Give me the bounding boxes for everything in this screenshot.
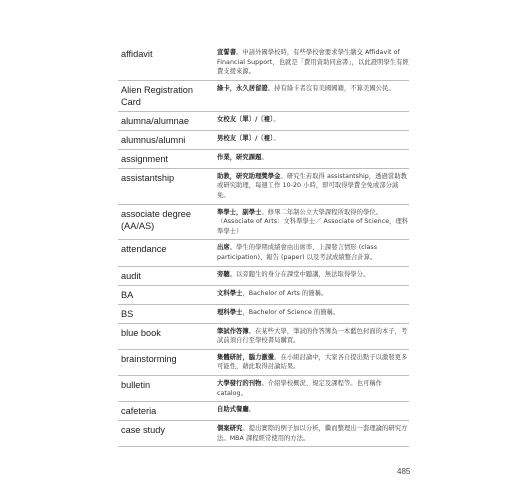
glossary-term: affidavit	[118, 45, 215, 80]
definition-headword: 助教，研究助理獎學金	[217, 172, 281, 180]
glossary-definition	[215, 204, 409, 240]
glossary-term: BS	[118, 304, 215, 323]
glossary-definition	[215, 168, 409, 204]
definition-text: 。在某些大學，筆試的作答簿為一本藍色封面的本子，考試前須自行至學校書局購買。	[217, 327, 408, 345]
definition-text: 。介紹學校概況、規定及課程等。也可稱作 catalog。	[217, 379, 383, 397]
glossary-term: case study	[118, 421, 215, 447]
glossary-term: audit	[118, 266, 215, 285]
glossary-row	[118, 349, 409, 375]
glossary-term: cafeteria	[118, 402, 215, 421]
definition-text: 。修畢二年制公立大學課程所取得的學位。（Associate of Arts：文科準學士／ Associate of Science，理科準學士）	[217, 208, 409, 235]
glossary-table	[118, 45, 409, 447]
glossary-term: assistantship	[118, 168, 215, 204]
definition-text: 。	[273, 134, 280, 142]
definition-text: ，Bachelor of Science 的簡稱。	[242, 308, 340, 316]
glossary-term: alumnus/alumni	[118, 130, 215, 149]
definition-headword: 出席	[217, 244, 230, 252]
definition-text: 。學生的學期成績會由出席率、上課發言情形 (class participation)、報告 (paper) 以及考試成績整合計算。	[217, 244, 378, 261]
definition-headword: 男校友〔單〕/〔複〕	[217, 134, 274, 142]
definition-headword: 綠卡，永久居留證	[217, 84, 268, 92]
glossary-term: brainstorming	[118, 349, 215, 375]
definition-text: 。在小組討論中，大家各自提出點子以激發更多可能性，藉此取得討論結果。	[217, 353, 408, 371]
definition-headword: 理科學士	[217, 308, 243, 316]
glossary-term: blue book	[118, 323, 215, 349]
definition-headword: 筆試作答簿	[217, 327, 249, 335]
glossary-definition	[215, 323, 409, 349]
glossary-row	[118, 240, 409, 266]
definition-headword: 個案研究	[217, 425, 243, 433]
glossary-definition	[215, 130, 409, 149]
definition-headword: 文科學士	[217, 289, 243, 297]
definition-headword: 自助式餐廳	[217, 406, 249, 414]
glossary-row	[118, 168, 409, 204]
glossary-term: Alien Registration Card	[118, 80, 215, 111]
glossary-definition	[215, 304, 409, 323]
glossary-definition	[215, 421, 409, 447]
definition-text: 。	[248, 406, 256, 414]
glossary-row	[118, 285, 409, 304]
page-number: 485	[397, 467, 411, 476]
glossary-term: BA	[118, 285, 215, 304]
definition-headword: 作業，研究課題	[217, 153, 262, 161]
glossary-term: attendance	[118, 240, 215, 266]
glossary-body	[118, 45, 409, 447]
definition-headword: 準學士，副學士	[217, 208, 262, 216]
definition-headword: 集體研討，腦力激盪	[217, 353, 275, 361]
glossary-row	[118, 402, 409, 421]
definition-text: 。	[261, 153, 268, 161]
glossary-row	[118, 130, 409, 149]
glossary-definition	[215, 402, 409, 421]
definition-headword: 大學發行的刊物	[217, 379, 262, 387]
glossary-definition	[215, 266, 409, 285]
glossary-definition	[215, 240, 409, 266]
glossary-row	[118, 323, 409, 349]
glossary-term: bulletin	[118, 375, 215, 401]
definition-text: 。提出實際的例子加以分析，繼而整理出一套理論的研究方法。MBA 課程經常使用的方法。	[217, 425, 408, 442]
glossary-row	[118, 304, 409, 323]
definition-text: 。持有綠卡者沒有美國國籍，不算美國公民。	[267, 84, 395, 92]
glossary-row	[118, 111, 409, 130]
glossary-row	[118, 266, 409, 285]
glossary-definition	[215, 285, 409, 304]
definition-text: 。申請外國學校時，有些學校會要求學生繳交 Affidavit of Financial Support，也就是「費用資助同意書」，以此證明學生有經費支援來源。	[217, 49, 409, 76]
glossary-row	[118, 80, 409, 111]
glossary-definition	[215, 349, 409, 375]
glossary-definition	[215, 45, 409, 80]
definition-headword: 宣誓書	[217, 49, 237, 56]
glossary-definition	[215, 149, 409, 168]
glossary-definition	[215, 375, 409, 401]
glossary-row	[118, 149, 409, 168]
glossary-term: assignment	[118, 149, 215, 168]
glossary-term: alumna/alumnae	[118, 111, 215, 130]
glossary-row	[118, 45, 409, 80]
definition-text: ，Bachelor of Arts 的簡稱。	[242, 289, 328, 297]
definition-text: 。研究生若取得 assistantship，透過當助教或研究助理，每週工作 10-20 小時，即可取得學費全免或部分減免。	[217, 172, 407, 199]
definition-text: 。以旁聽生的身分在課堂中聽講，無法取得學分。	[229, 270, 370, 278]
glossary-row	[118, 421, 409, 447]
definition-headword: 女校友〔單〕/〔複〕	[217, 115, 274, 123]
glossary-term: associate degree (AA/AS)	[118, 204, 215, 240]
glossary-definition	[215, 111, 409, 130]
glossary-definition	[215, 80, 409, 111]
definition-text: 。	[273, 115, 280, 123]
glossary-row	[118, 375, 409, 401]
definition-headword: 旁聽	[217, 270, 230, 278]
glossary-row	[118, 204, 409, 240]
